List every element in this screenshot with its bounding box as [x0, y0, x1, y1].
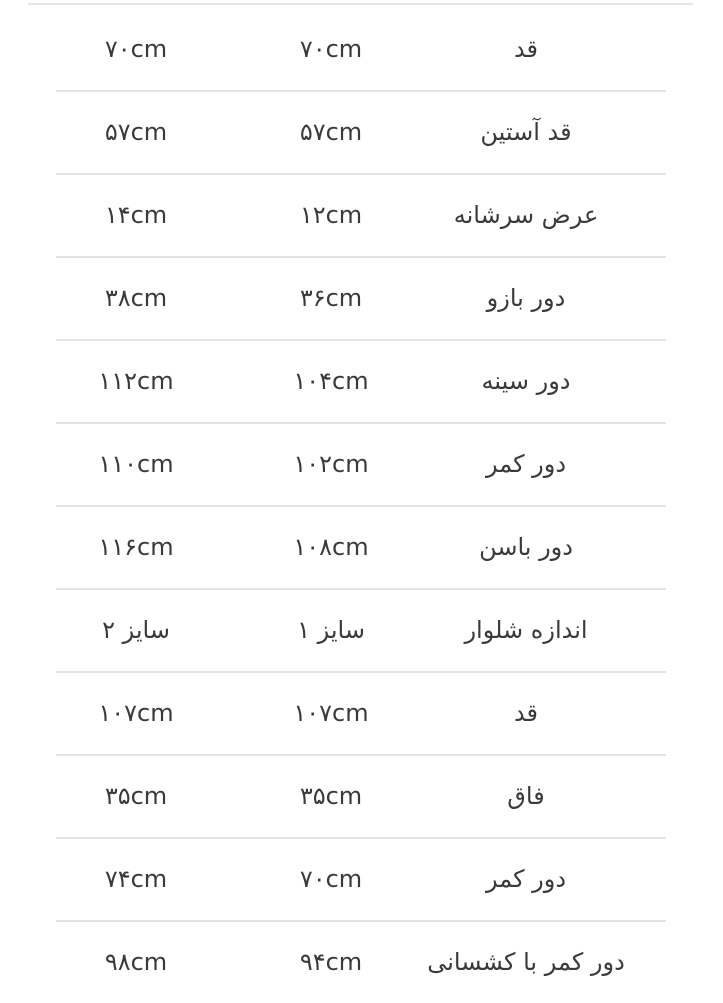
table-row	[56, 258, 666, 341]
row-label: فاق	[507, 782, 545, 810]
table-row	[56, 756, 666, 839]
size-2-value: ۹۸cm	[104, 948, 168, 976]
size-2-value: سایز ۲	[102, 616, 170, 644]
row-label: دور سینه	[481, 367, 571, 395]
size-2-value: ۳۵cm	[104, 782, 168, 810]
size-1-value: سایز ۱	[297, 616, 365, 644]
table-row	[56, 673, 666, 756]
size-2-value: ۱۱۲cm	[98, 367, 174, 395]
size-2-value: ۷۴cm	[104, 865, 168, 893]
table-row	[56, 92, 666, 175]
row-label: قد	[513, 35, 539, 63]
size-1-value: ۱۰۷cm	[293, 699, 369, 727]
size-1-value: ۱۰۸cm	[293, 533, 369, 561]
size-2-value: ۱۱۶cm	[98, 533, 174, 561]
row-label: دور کمر	[485, 865, 567, 893]
size-1-value: ۳۵cm	[299, 782, 363, 810]
size-1-value: ۷۰cm	[299, 35, 363, 63]
size-2-value: ۷۰cm	[104, 35, 168, 63]
top-divider	[28, 3, 693, 5]
size-1-value: ۱۲cm	[299, 201, 363, 229]
table-row	[56, 9, 666, 92]
table-row	[56, 922, 666, 1003]
size-1-value: ۵۷cm	[299, 118, 363, 146]
row-label: قد آستین	[480, 118, 572, 146]
size-2-value: ۱۴cm	[104, 201, 168, 229]
row-label: دور بازو	[486, 284, 566, 312]
size-1-value: ۹۴cm	[299, 948, 363, 976]
size-1-value: ۷۰cm	[299, 865, 363, 893]
size-2-value: ۳۸cm	[104, 284, 168, 312]
size-2-value: ۱۰۷cm	[98, 699, 174, 727]
row-label: عرض سرشانه	[453, 201, 599, 229]
size-1-value: ۳۶cm	[299, 284, 363, 312]
table-row	[56, 839, 666, 922]
size-2-value: ۵۷cm	[104, 118, 168, 146]
table-row	[56, 507, 666, 590]
size-table	[56, 9, 666, 1003]
row-label: دور باسن	[479, 533, 573, 561]
table-row	[56, 341, 666, 424]
row-label: دور کمر	[485, 450, 567, 478]
size-1-value: ۱۰۴cm	[293, 367, 369, 395]
size-2-value: ۱۱۰cm	[98, 450, 174, 478]
table-row	[56, 175, 666, 258]
table-row	[56, 424, 666, 507]
row-label: دور کمر با کشسانی	[427, 948, 625, 976]
size-1-value: ۱۰۲cm	[293, 450, 369, 478]
row-label: قد	[513, 699, 539, 727]
row-label: اندازه شلوار	[464, 616, 588, 644]
table-row	[56, 590, 666, 673]
